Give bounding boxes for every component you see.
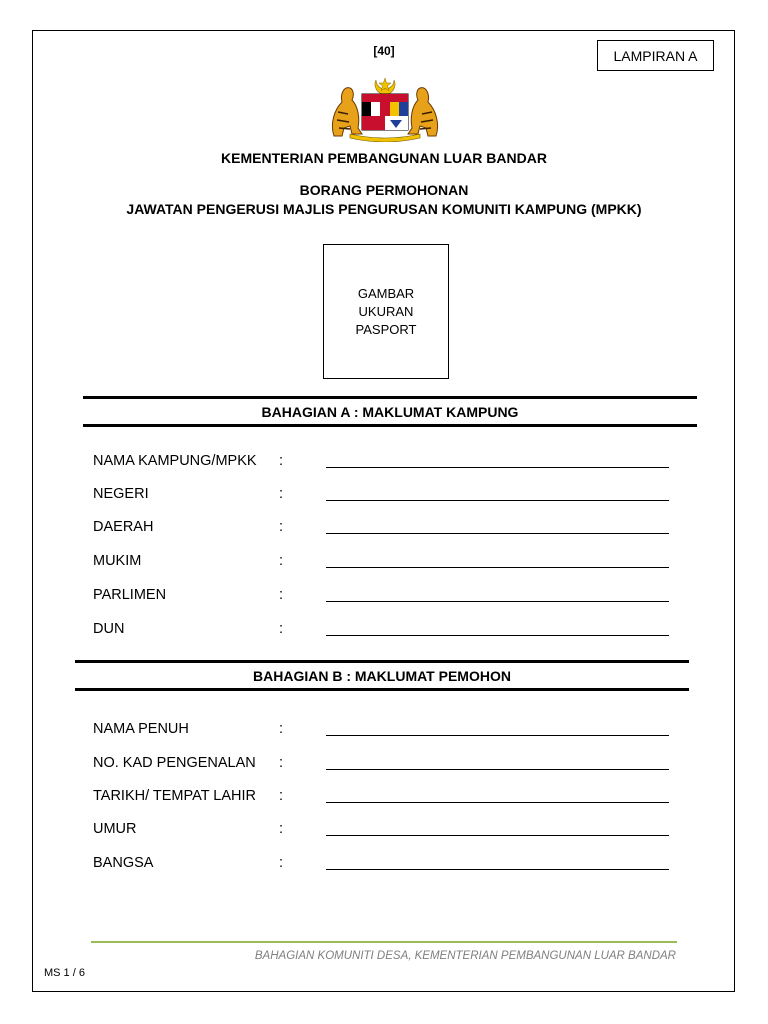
field-label: DAERAH [93, 519, 154, 535]
field-input-line[interactable] [326, 533, 669, 534]
field-label: TARIKH/ TEMPAT LAHIR [93, 788, 257, 804]
field-input-line[interactable] [326, 601, 669, 602]
attachment-label: LAMPIRAN A [597, 40, 714, 71]
field-colon: : [279, 721, 284, 737]
field-input-line[interactable] [326, 835, 669, 836]
field-colon: : [279, 587, 284, 603]
section-b-title: BAHAGIAN B : MAKLUMAT PEMOHON [253, 667, 511, 684]
field-label: MUKIM [93, 553, 142, 569]
field-input-line[interactable] [326, 735, 669, 736]
page-number: [40] [373, 44, 395, 58]
field-label: PARLIMEN [93, 587, 167, 603]
passport-photo-box [323, 244, 449, 379]
page-border [32, 30, 735, 992]
form-subtitle: JAWATAN PENGERUSI MAJLIS PENGURUSAN KOMUNITI KAMPUNG (MPKK) [126, 201, 642, 217]
field-input-line[interactable] [326, 869, 669, 870]
footer-text: BAHAGIAN KOMUNITI DESA, KEMENTERIAN PEMBANGUNAN LUAR BANDAR [254, 950, 676, 962]
field-colon: : [279, 486, 284, 502]
field-colon: : [279, 519, 284, 535]
field-input-line[interactable] [326, 567, 669, 568]
field-input-line[interactable] [326, 635, 669, 636]
field-label: NO. KAD PENGENALAN [93, 755, 256, 771]
field-colon: : [279, 453, 284, 469]
field-input-line[interactable] [326, 802, 669, 803]
field-colon: : [279, 821, 284, 837]
field-label: NEGERI [93, 486, 149, 502]
section-b-header [75, 660, 689, 691]
photo-box-line: UKURAN [358, 303, 414, 319]
field-input-line[interactable] [326, 769, 669, 770]
section-a-header [83, 396, 697, 427]
field-colon: : [279, 855, 284, 871]
field-colon: : [279, 755, 284, 771]
field-label: NAMA KAMPUNG/MPKK [93, 453, 257, 469]
field-label: UMUR [93, 821, 137, 837]
photo-box-line: GAMBAR [357, 285, 415, 301]
field-colon: : [279, 553, 284, 569]
photo-box-line: PASPORT [355, 321, 417, 337]
field-colon: : [279, 621, 284, 637]
field-colon: : [279, 788, 284, 804]
footer-rule [91, 941, 677, 943]
field-label: DUN [93, 621, 125, 637]
field-label: NAMA PENUH [93, 721, 189, 737]
coat-of-arms-icon [328, 76, 442, 142]
form-title: BORANG PERMOHONAN [299, 182, 469, 198]
ministry-heading: KEMENTERIAN PEMBANGUNAN LUAR BANDAR [221, 150, 547, 166]
field-input-line[interactable] [326, 467, 669, 468]
section-a-title: BAHAGIAN A : MAKLUMAT KAMPUNG [261, 403, 519, 420]
page-count: MS 1 / 6 [44, 967, 85, 979]
field-label: BANGSA [93, 855, 154, 871]
field-input-line[interactable] [326, 500, 669, 501]
